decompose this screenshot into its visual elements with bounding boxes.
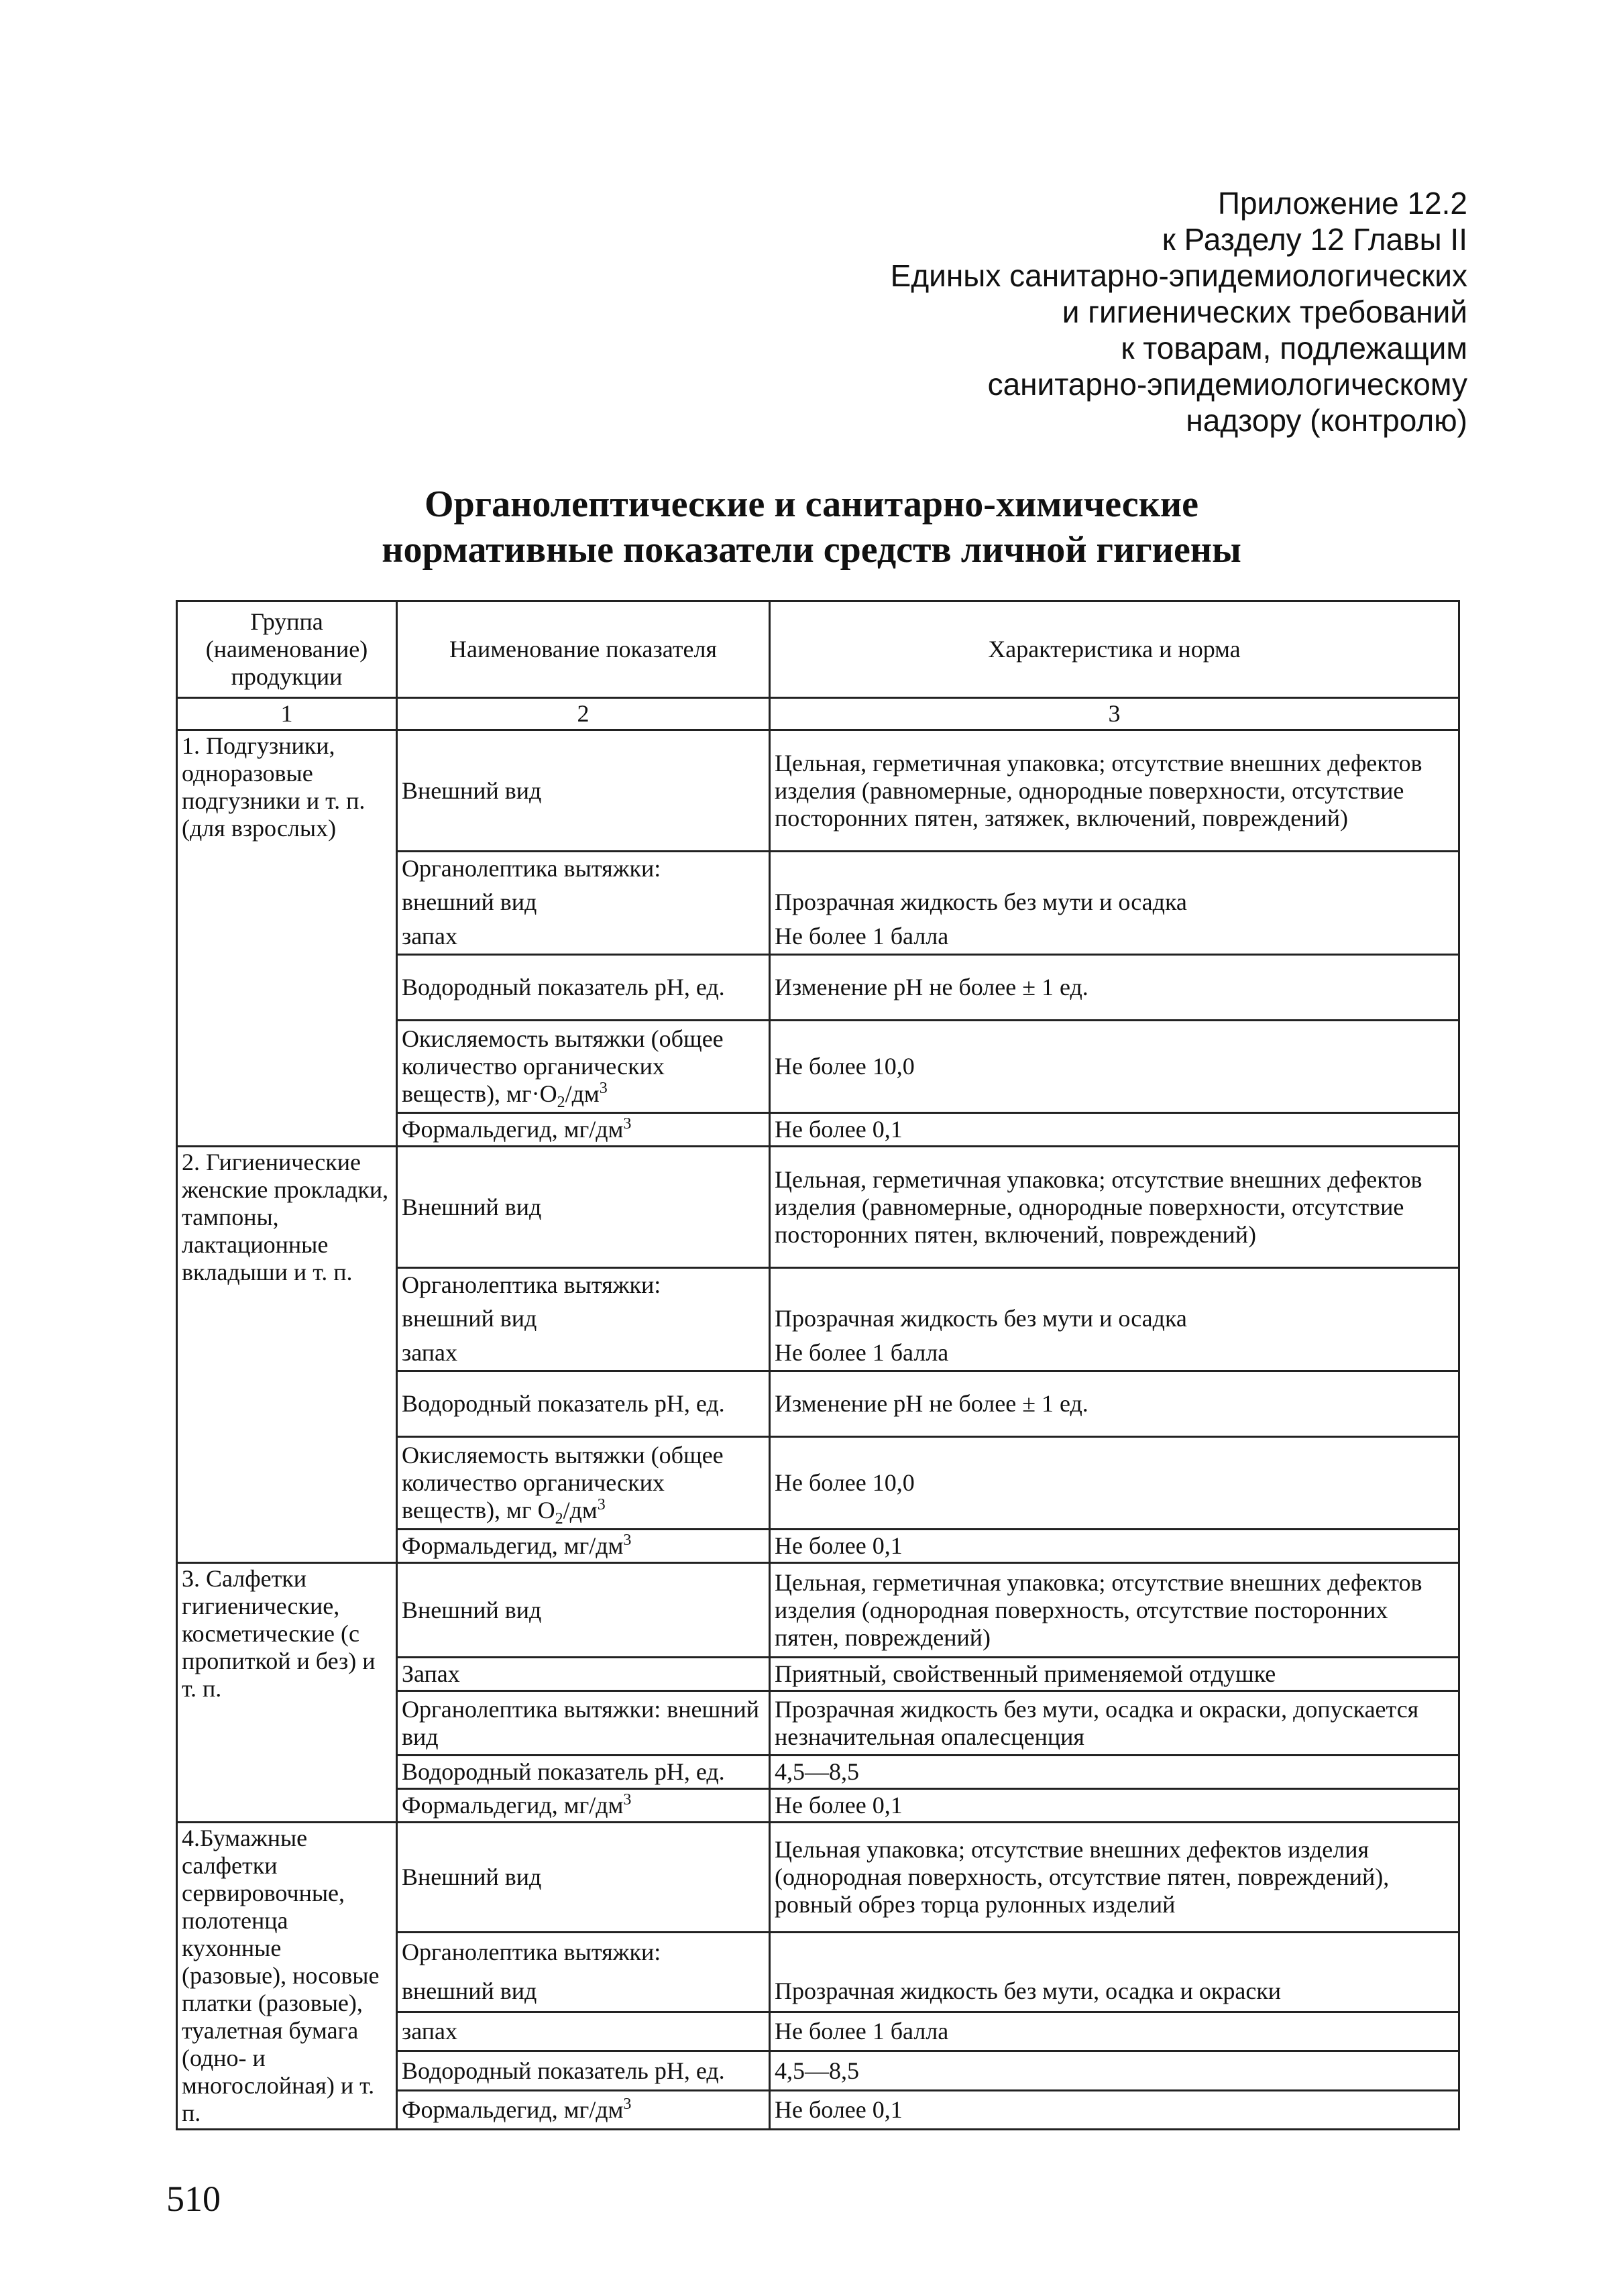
indicator-text: Формальдегид, мг/дм xyxy=(402,1116,624,1143)
superscript: 3 xyxy=(623,1115,632,1133)
norm-cell: Не более 0,1 xyxy=(770,1789,1459,1823)
header-indicator: Наименование показателя xyxy=(397,601,770,698)
indicator-text: Окисляемость вытяжки (общее количество органических веществ), мг·О xyxy=(402,1025,724,1107)
indicator-text: /дм xyxy=(565,1080,600,1107)
table-row xyxy=(177,1147,1459,1268)
column-number: 1 xyxy=(177,698,397,730)
norm-cell: Цельная, герметичная упаковка; отсутствие внешних дефектов изделия (равномерные, однородные поверхности, отсутствие посторонних пятен, включений, повреждений) xyxy=(770,1147,1459,1268)
indicator-cell: Органолептика вытяжки: xyxy=(397,852,770,885)
norm-cell: Цельная, герметичная упаковка; отсутствие внешних дефектов изделия (однородная поверхность, отсутствие посторонних пятен, повреждений) xyxy=(770,1563,1459,1658)
group-name-cell: 1. Подгузники, одноразовые подгузники и т. п. (для взрослых) xyxy=(177,730,397,1147)
indicator-text: Окисляемость вытяжки (общее количество органических веществ), мг О xyxy=(402,1442,724,1524)
norm-cell: Прозрачная жидкость без мути, осадка и окраски, допускается незначительная опалесценция xyxy=(770,1691,1459,1756)
column-number: 2 xyxy=(397,698,770,730)
table-row xyxy=(177,730,1459,852)
header-line: и гигиенических требований xyxy=(1062,294,1467,329)
norm-cell: Не более 0,1 xyxy=(770,1530,1459,1563)
norm-cell: Не более 10,0 xyxy=(770,1021,1459,1113)
indicator-text: Формальдегид, мг/дм xyxy=(402,1532,624,1559)
norm-cell: Не более 0,1 xyxy=(770,2090,1459,2129)
header-line: к товарам, подлежащим xyxy=(1121,331,1467,365)
header-line: к Разделу 12 Главы II xyxy=(1162,222,1467,257)
page-number: 510 xyxy=(166,2179,221,2219)
norm-cell: Не более 10,0 xyxy=(770,1437,1459,1530)
indicator-cell: Органолептика вытяжки: xyxy=(397,1268,770,1302)
superscript: 3 xyxy=(623,1791,632,1809)
indicator-cell: Водородный показатель рН, ед. xyxy=(397,955,770,1021)
norm-cell: Приятный, свойственный применяемой отдушке xyxy=(770,1658,1459,1691)
group-name-cell: 2. Гигиенические женские прокладки, тампоны, лактационные вкладыши и т. п. xyxy=(177,1147,397,1563)
norms-table-container xyxy=(176,600,1460,2130)
superscript: 3 xyxy=(599,1080,608,1097)
column-number-row xyxy=(177,698,1459,730)
norm-cell: Прозрачная жидкость без мути и осадка xyxy=(770,1302,1459,1336)
superscript: 3 xyxy=(597,1496,606,1513)
header-norm: Характеристика и норма xyxy=(770,601,1459,698)
indicator-text: /дм xyxy=(563,1497,598,1524)
table-row xyxy=(177,1563,1459,1658)
subscript: 2 xyxy=(557,1094,565,1112)
subscript: 2 xyxy=(555,1510,563,1528)
indicator-cell xyxy=(397,1021,770,1113)
document-title xyxy=(0,481,1623,573)
superscript: 3 xyxy=(623,2095,632,2113)
indicator-cell: внешний вид xyxy=(397,885,770,920)
header-line: Единых санитарно-эпидемиологических xyxy=(890,258,1467,293)
indicator-cell: запах xyxy=(397,2012,770,2051)
norm-cell: Не более 1 балла xyxy=(770,920,1459,955)
group-name-cell: 3. Салфетки гигиенические, косметические (с пропиткой и без) и т. п. xyxy=(177,1563,397,1823)
header-line: надзору (контролю) xyxy=(1186,403,1467,438)
indicator-cell xyxy=(397,1789,770,1823)
header-group: Группа (наименование) продукции xyxy=(177,601,397,698)
indicator-cell: запах xyxy=(397,1336,770,1371)
table-row xyxy=(177,1823,1459,1933)
indicator-cell: внешний вид xyxy=(397,1302,770,1336)
indicator-cell: Внешний вид xyxy=(397,1823,770,1933)
norms-table xyxy=(176,600,1460,2130)
indicator-cell: Внешний вид xyxy=(397,1563,770,1658)
indicator-cell xyxy=(397,1437,770,1530)
group-name-cell: 4.Бумажные салфетки сервировочные, полотенца кухонные (разовые), носовые платки (разовые), туалетная бумага (одно- и многослойная) и т. п. xyxy=(177,1823,397,2130)
indicator-cell: Внешний вид xyxy=(397,730,770,852)
indicator-cell: Водородный показатель рН, ед. xyxy=(397,1371,770,1437)
appendix-header xyxy=(891,185,1467,439)
norm-cell: Прозрачная жидкость без мути и осадка xyxy=(770,885,1459,920)
indicator-cell: внешний вид xyxy=(397,1971,770,2012)
norm-cell: 4,5—8,5 xyxy=(770,2051,1459,2090)
norm-cell: Изменение рН не более ± 1 ед. xyxy=(770,1371,1459,1437)
superscript: 3 xyxy=(623,1532,632,1549)
indicator-cell xyxy=(397,1113,770,1147)
norm-cell: Не более 1 балла xyxy=(770,2012,1459,2051)
indicator-cell xyxy=(397,1530,770,1563)
indicator-cell xyxy=(397,2090,770,2129)
indicator-cell: Водородный показатель рН, ед. xyxy=(397,1756,770,1789)
title-line: нормативные показатели средств личной гигиены xyxy=(382,529,1241,571)
norm-cell: Цельная упаковка; отсутствие внешних дефектов изделия (однородная поверхность, отсутствие пятен, повреждений), ровный обрез торца рулонных изделий xyxy=(770,1823,1459,1933)
title-line: Органолептические и санитарно-химические xyxy=(425,483,1198,525)
header-line: Приложение 12.2 xyxy=(1217,186,1467,221)
table-header-row xyxy=(177,601,1459,698)
indicator-cell: Внешний вид xyxy=(397,1147,770,1268)
indicator-cell: Органолептика вытяжки: xyxy=(397,1933,770,1971)
indicator-text: Формальдегид, мг/дм xyxy=(402,2096,624,2123)
norm-cell xyxy=(770,1268,1459,1302)
indicator-text: Формальдегид, мг/дм xyxy=(402,1792,624,1819)
norm-cell: 4,5—8,5 xyxy=(770,1756,1459,1789)
indicator-cell: Водородный показатель рН, ед. xyxy=(397,2051,770,2090)
norm-cell xyxy=(770,852,1459,885)
norm-cell: Прозрачная жидкость без мути, осадка и окраски xyxy=(770,1971,1459,2012)
norm-cell xyxy=(770,1933,1459,1971)
norm-cell: Не более 0,1 xyxy=(770,1113,1459,1147)
norm-cell: Не более 1 балла xyxy=(770,1336,1459,1371)
column-number: 3 xyxy=(770,698,1459,730)
norm-cell: Изменение рН не более ± 1 ед. xyxy=(770,955,1459,1021)
indicator-cell: Органолептика вытяжки: внешний вид xyxy=(397,1691,770,1756)
indicator-cell: Запах xyxy=(397,1658,770,1691)
norm-cell: Цельная, герметичная упаковка; отсутствие внешних дефектов изделия (равномерные, однородные поверхности, отсутствие посторонних пятен, затяжек, включений, повреждений) xyxy=(770,730,1459,852)
indicator-cell: запах xyxy=(397,920,770,955)
header-line: санитарно-эпидемиологическому xyxy=(987,367,1467,402)
